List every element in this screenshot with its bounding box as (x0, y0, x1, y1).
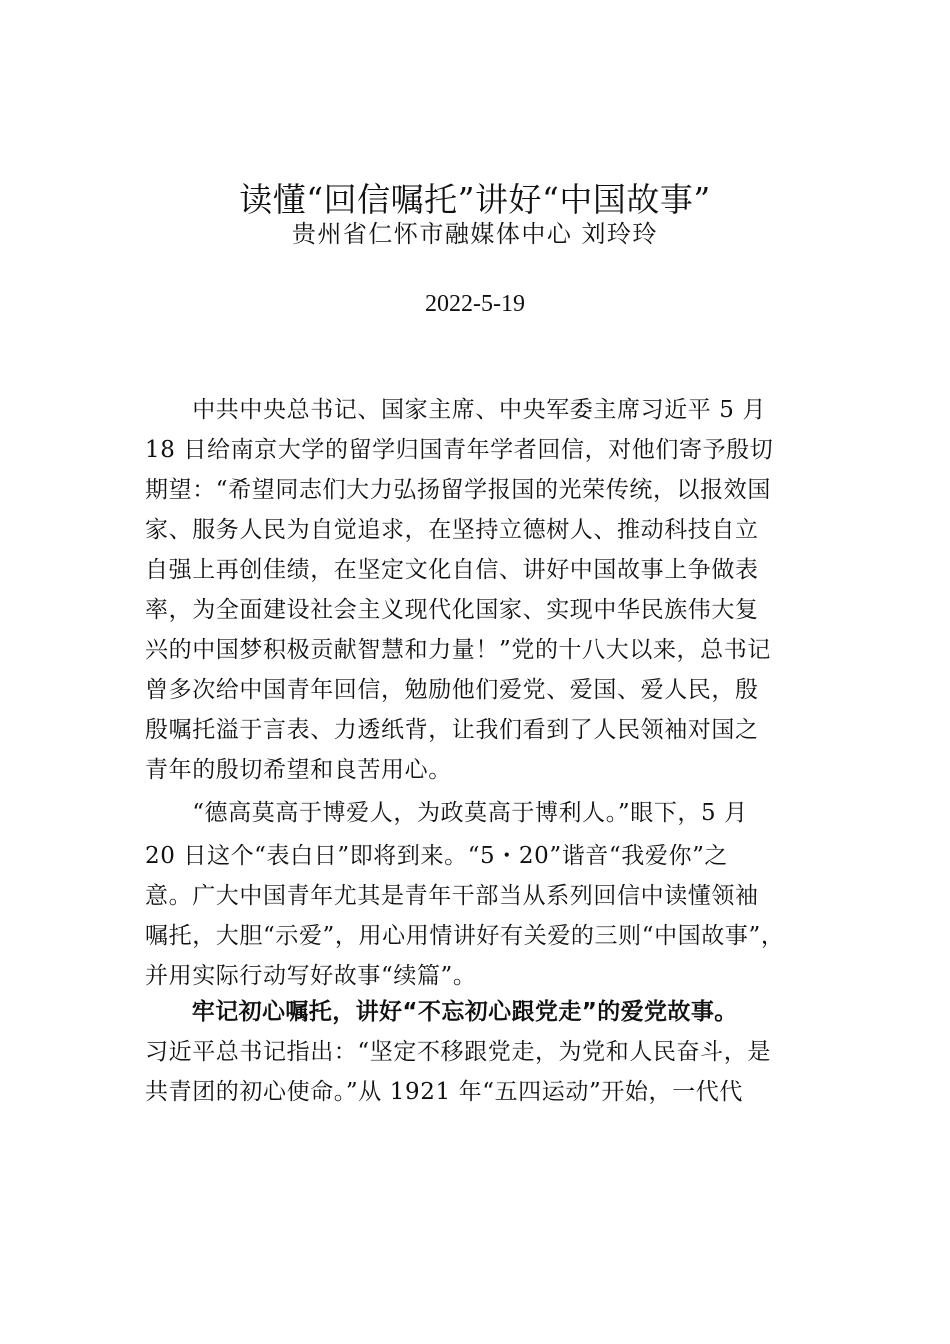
paragraph-line: 曾多次给中国青年回信，勉励他们爱党、爱国、爱人民，殷 (145, 677, 759, 703)
paragraph-line: 中共中央总书记、国家主席、中央军委主席习近平 5 月 (145, 397, 767, 423)
paragraph-line: 期望：“希望同志们大力弘扬留学报国的光荣传统，以报效国 (145, 477, 771, 503)
document-author: 贵州省仁怀市融媒体中心 刘玲玲 (291, 220, 659, 248)
paragraph-line: 青年的殷切希望和良苦用心。 (145, 757, 452, 783)
paragraph-line: 意。广大中国青年尤其是青年干部当从系列回信中读懂领袖 (145, 883, 759, 909)
paragraph-line: 兴的中国梦积极贡献智慧和力量！”党的十八大以来，总书记 (145, 637, 771, 663)
paragraph-3 (145, 992, 825, 1112)
paragraph-bold-lead: 牢记初心嘱托，讲好“不忘初心跟党走”的爱党故事。 (145, 999, 738, 1025)
paragraph-line: 自强上再创佳绩，在坚定文化自信、讲好中国故事上争做表 (145, 557, 759, 583)
document-date: 2022-5-19 (425, 291, 525, 317)
paragraph-line: 习近平总书记指出：“坚定不移跟党走，为党和人民奋斗，是 (145, 1039, 771, 1065)
paragraph-line: 殷嘱托溢于言表、力透纸背，让我们看到了人民领袖对国之 (145, 717, 759, 743)
paragraph-line: 并用实际行动写好故事“续篇”。 (145, 963, 477, 989)
paragraph-line: 家、服务人民为自觉追求，在坚持立德树人、推动科技自立 (145, 517, 759, 543)
paragraph-1 (145, 390, 825, 790)
paragraph-line: 率，为全面建设社会主义现代化国家、实现中华民族伟大复 (145, 597, 759, 623)
paragraph-line: 共青团的初心使命。”从 1921 年“五四运动”开始，一代代 (145, 1079, 743, 1105)
paragraph-line: “德高莫高于博爱人，为政莫高于博利人。”眼下，5 月 (145, 800, 748, 826)
paragraph-line: 18 日给南京大学的留学归国青年学者回信，对他们寄予殷切 (145, 437, 774, 463)
paragraph-line: 20 日这个“表白日”即将到来。“5・20”谐音“我爱你”之 (145, 843, 729, 869)
document-title: 读懂“回信嘱托”讲好“中国故事” (239, 180, 711, 219)
paragraph-line: 嘱托，大胆“示爱”，用心用情讲好有关爱的三则“中国故事”， (145, 923, 785, 949)
paragraph-2 (145, 790, 825, 996)
